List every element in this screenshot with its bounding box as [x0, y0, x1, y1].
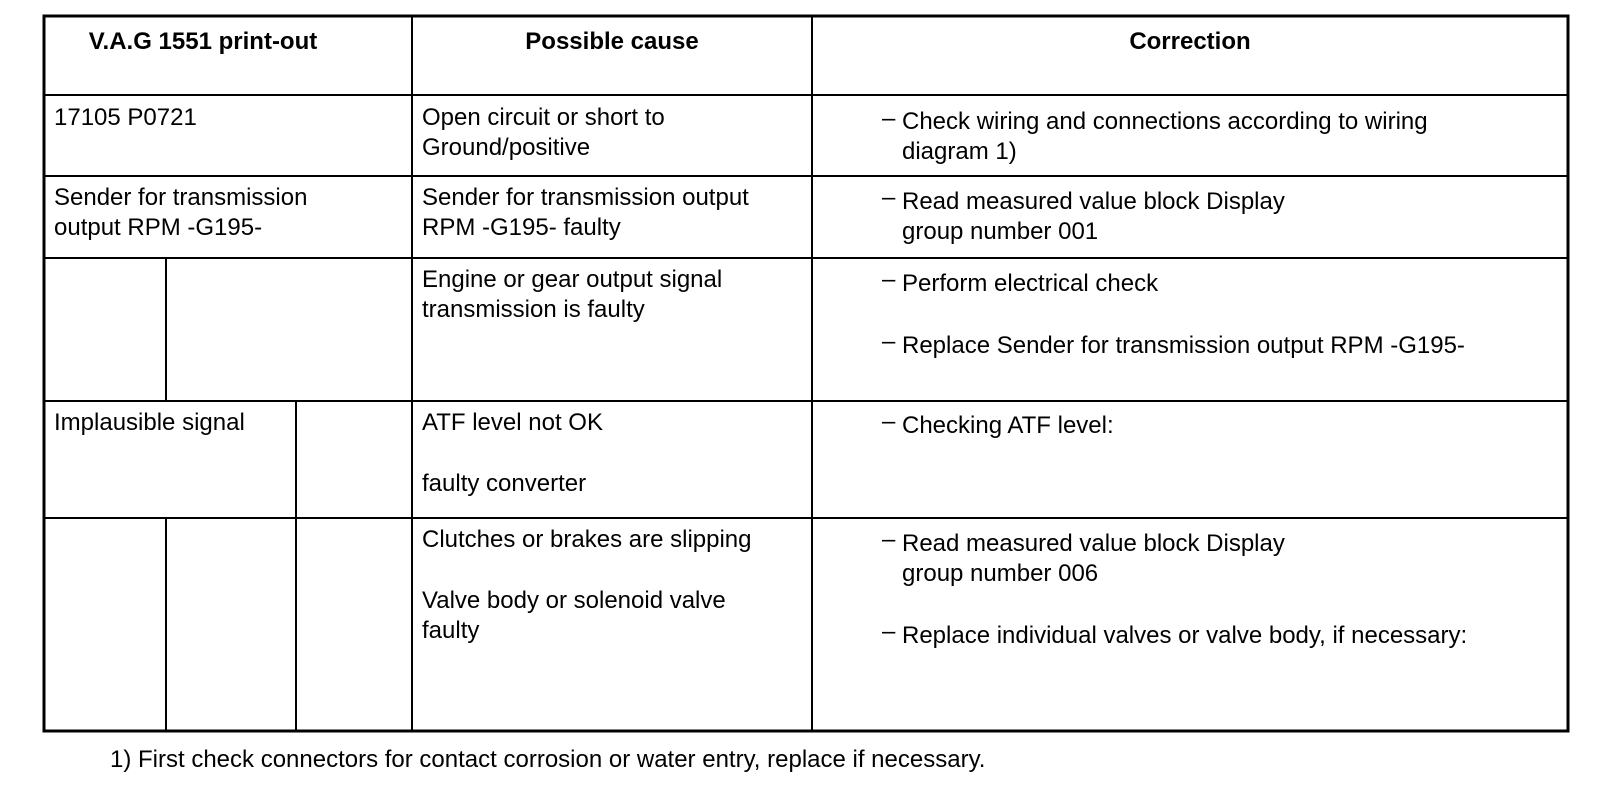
cell-cause-line: Engine or gear output signal [422, 266, 723, 293]
cell-correction-line: Perform electrical check [902, 270, 1159, 297]
cell-cause-line: Sender for transmission output [422, 184, 749, 211]
cell-correction-line: Read measured value block Display [902, 530, 1285, 557]
cell-correction-line: Read measured value block Display [902, 188, 1285, 215]
cell-cause-line: ATF level not OK [422, 409, 603, 436]
cell-correction-line: group number 001 [902, 218, 1099, 245]
bullet-dash: – [882, 105, 896, 132]
bullet-dash: – [882, 184, 896, 211]
cell-cause-line: faulty [422, 617, 480, 644]
cell-correction-line: Checking ATF level: [902, 412, 1114, 439]
bullet-dash: – [882, 408, 896, 435]
cell-printout-line: Sender for transmission [54, 184, 308, 211]
header-correction: Correction [1129, 28, 1251, 55]
cell-correction-line: Replace Sender for transmission output RPM -G195- [902, 332, 1465, 359]
cell-correction-line: Replace individual valves or valve body, if necessary: [902, 622, 1468, 649]
cell-cause-line: Valve body or solenoid valve [422, 587, 726, 614]
footnote: 1) First check connectors for contact corrosion or water entry, replace if necessary. [110, 746, 986, 773]
cell-correction-line: diagram 1) [902, 138, 1017, 165]
bullet-dash: – [882, 526, 896, 553]
cell-fault-code: 17105 P0721 [54, 104, 197, 131]
cell-cause-line: faulty converter [422, 470, 587, 497]
cell-cause-line: Clutches or brakes are slipping [422, 526, 752, 553]
bullet-dash: – [882, 618, 896, 645]
cell-cause-line: RPM -G195- faulty [422, 214, 621, 241]
header-printout: V.A.G 1551 print-out [88, 28, 318, 55]
bullet-dash: – [882, 328, 896, 355]
cell-correction-line: group number 006 [902, 560, 1099, 587]
cell-printout-line: output RPM -G195- [54, 214, 263, 241]
cell-cause-line: Ground/positive [422, 134, 591, 161]
cell-cause-line: transmission is faulty [422, 296, 645, 323]
cell-correction-line: Check wiring and connections according to wiring [902, 108, 1428, 135]
cell-cause-line: Open circuit or short to [422, 104, 665, 131]
header-possible-cause: Possible cause [525, 28, 699, 55]
bullet-dash: – [882, 266, 896, 293]
cell-printout-line: Implausible signal [54, 409, 245, 436]
